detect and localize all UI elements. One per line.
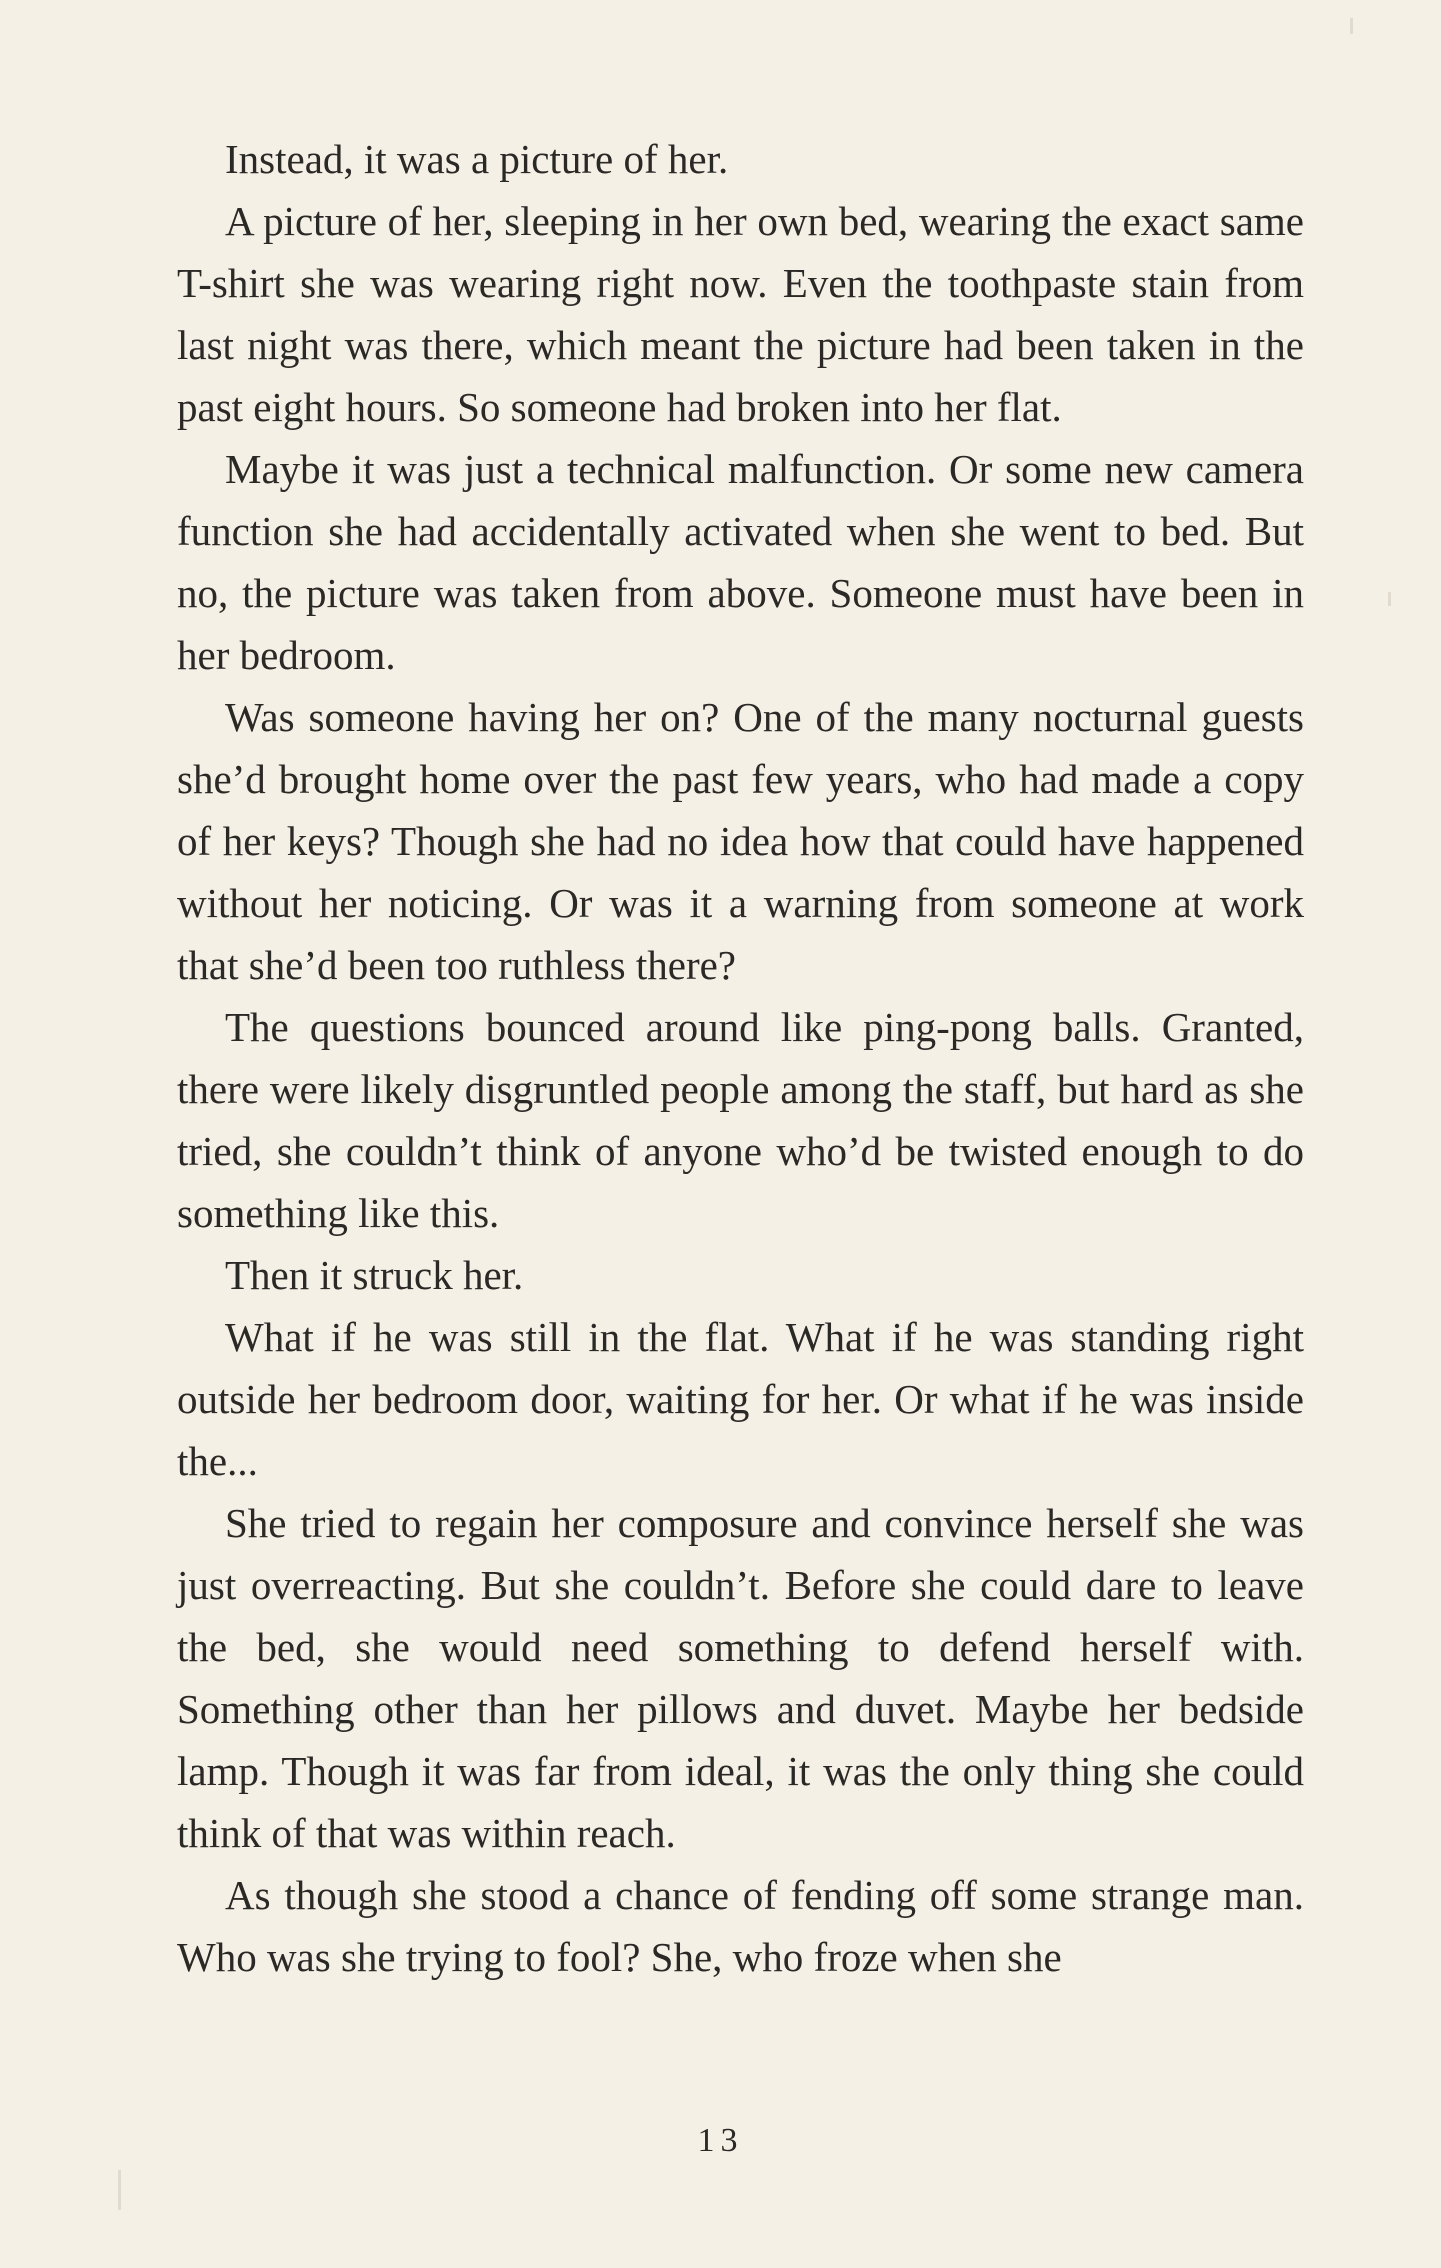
paper-speck [118,2170,121,2210]
paragraph-4: Was someone having her on? One of the many nocturnal guests she’d brought home over the past few years, who had made a copy of her keys? Though she had no idea how that could have happened without her noticing. Or was it a warning from someone at work that she’d been too ruthless there? [177,694,1304,988]
paragraph-6: Then it struck her. [225,1252,524,1298]
paragraph-8: She tried to regain her composure and convince herself she was just overreacting. But she couldn’t. Before she could dare to leave the bed, she would need something to defend herself with. Something other than her pillows and duvet. Maybe her bedside lamp. Though it was far from ideal, it was the only thing she could think of that was within reach. [177,1500,1304,1856]
paragraph-5: The questions bounced around like ping-pong balls. Granted, there were likely disgruntled people among the staff, but hard as she tried, she couldn’t think of anyone who’d be twisted enough to do something like this. [177,1004,1304,1236]
page-number: 13 [697,2122,744,2159]
paper-speck [1350,18,1353,34]
paragraph-7: What if he was still in the flat. What if he was standing right outside her bedroom door, waiting for her. Or what if he was inside the... [177,1314,1304,1484]
paper-speck [1388,592,1391,606]
body-text [177,128,1304,1988]
paragraph-2: A picture of her, sleeping in her own bed, wearing the exact same T-shirt she was wearing right now. Even the toothpaste stain from last night was there, which meant the picture had been taken in the past eight hours. So someone had broken into her flat. [177,198,1304,430]
paragraph-1: Instead, it was a picture of her. [225,136,729,182]
paragraph-9: As though she stood a chance of fending off some strange man. Who was she trying to fool? She, who froze when she [177,1872,1304,1980]
paragraph-3: Maybe it was just a technical malfunction. Or some new camera function she had accidentally activated when she went to bed. But no, the picture was taken from above. Someone must have been in her bedroom. [177,446,1304,678]
